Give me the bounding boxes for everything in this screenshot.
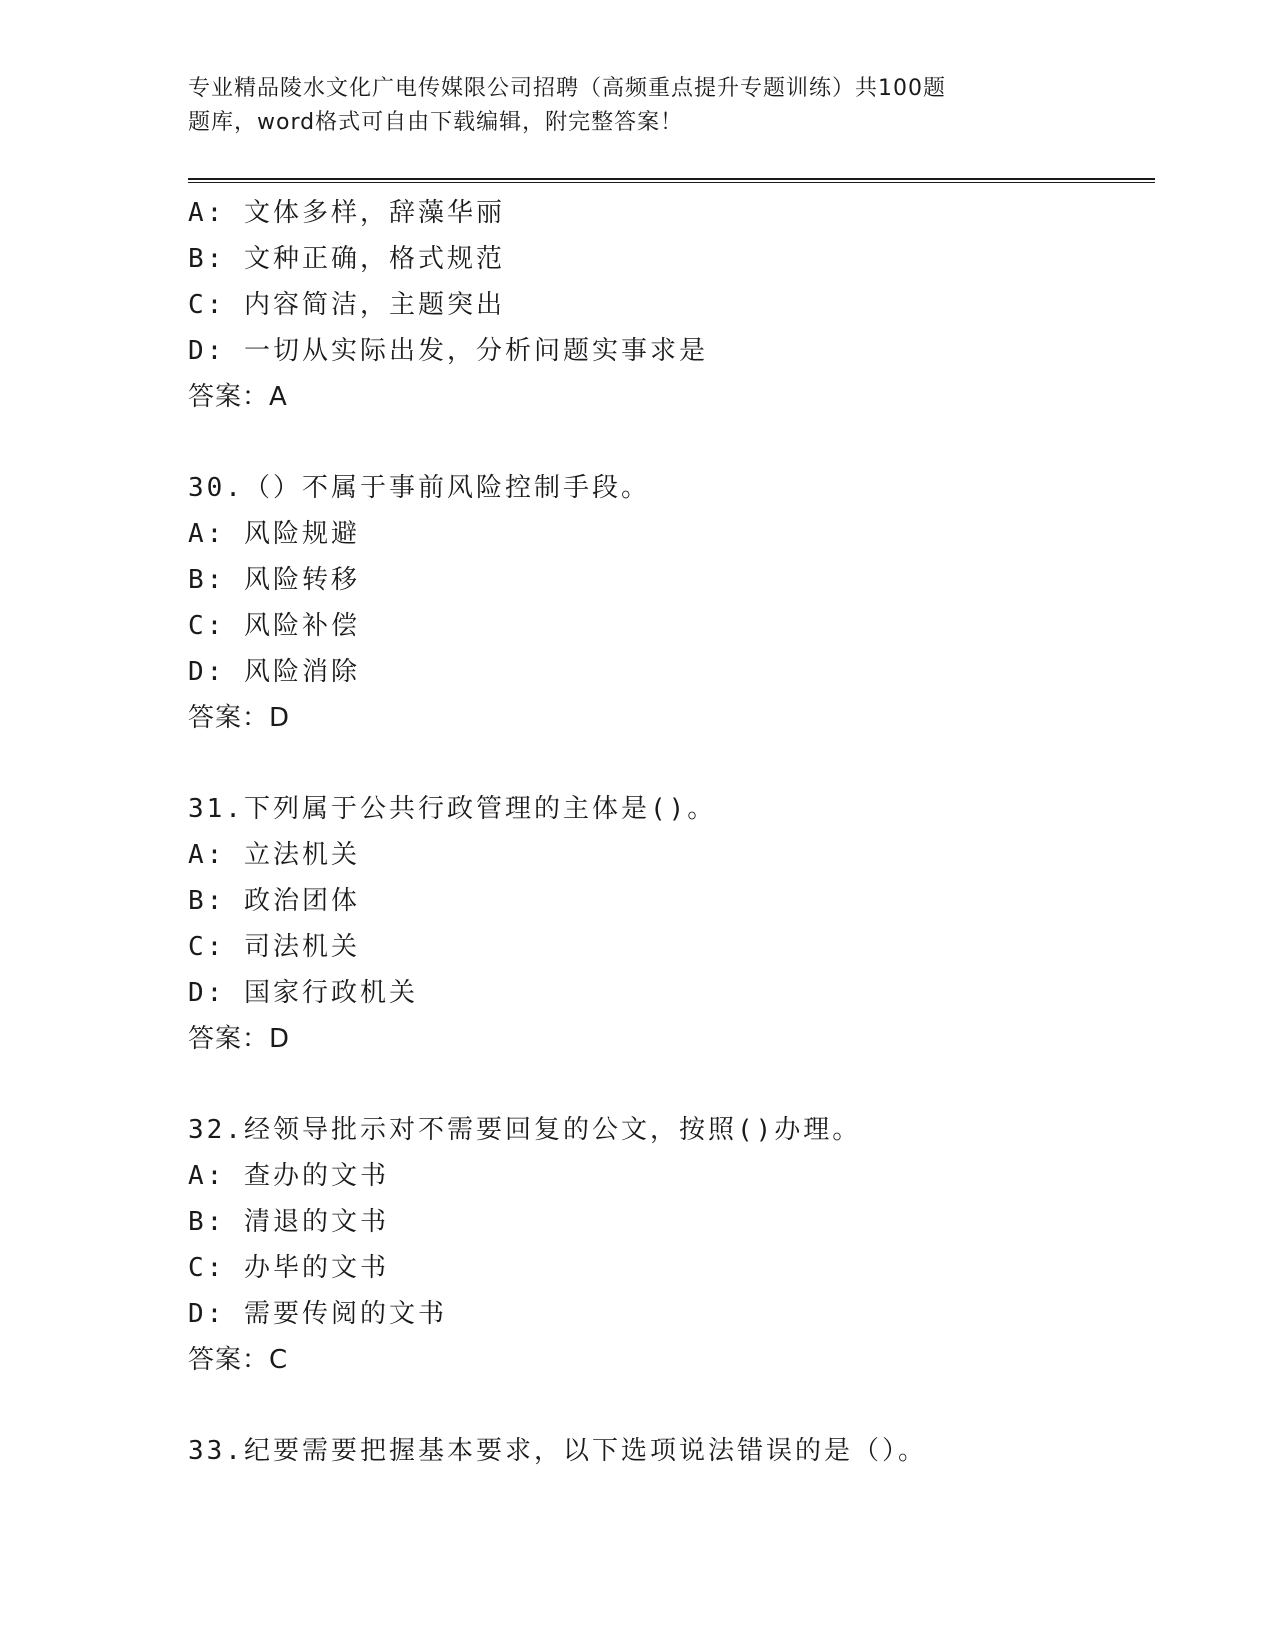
question-list	[188, 190, 1148, 1474]
option-c: C: 办毕的文书	[188, 1253, 389, 1283]
header-divider	[188, 178, 1155, 183]
option-a: A: 风险规避	[188, 519, 360, 549]
option-a: A: 文体多样，辞藻华丽	[188, 198, 505, 228]
option-d: D: 风险消除	[188, 657, 360, 687]
question-29	[188, 190, 1148, 420]
spacer	[188, 420, 1148, 465]
spacer	[188, 741, 1148, 786]
option-c: C: 司法机关	[188, 932, 360, 962]
option-d: D: 需要传阅的文书	[188, 1299, 447, 1329]
option-a: A: 立法机关	[188, 840, 360, 870]
question-text: 33.纪要需要把握基本要求，以下选项说法错误的是（）。	[188, 1436, 927, 1466]
option-b: B: 风险转移	[188, 565, 360, 595]
option-d: D: 一切从实际出发，分析问题实事求是	[188, 336, 708, 366]
option-b: B: 文种正确，格式规范	[188, 244, 505, 274]
question-31	[188, 786, 1148, 1062]
option-c: C: 风险补偿	[188, 611, 360, 641]
answer: 答案：C	[188, 1345, 289, 1375]
option-b: B: 清退的文书	[188, 1207, 389, 1237]
question-text: 32.经领导批示对不需要回复的公文，按照()办理。	[188, 1115, 862, 1145]
header-line-2: 题库，word格式可自由下载编辑，附完整答案！	[188, 110, 684, 135]
question-text: 30.（）不属于事前风险控制手段。	[188, 473, 650, 503]
document-header	[188, 72, 1048, 140]
answer: 答案：D	[188, 1024, 291, 1054]
question-text: 31.下列属于公共行政管理的主体是()。	[188, 794, 717, 824]
option-d: D: 国家行政机关	[188, 978, 418, 1008]
header-line-1: 专业精品陵水文化广电传媒限公司招聘（高频重点提升专题训练）共100题	[188, 76, 946, 101]
spacer	[188, 1383, 1148, 1428]
option-c: C: 内容简洁，主题突出	[188, 290, 505, 320]
option-a: A: 查办的文书	[188, 1161, 389, 1191]
question-33	[188, 1428, 1148, 1474]
spacer	[188, 1062, 1148, 1107]
answer: 答案：D	[188, 703, 291, 733]
question-32	[188, 1107, 1148, 1383]
question-30	[188, 465, 1148, 741]
answer: 答案：A	[188, 382, 288, 412]
option-b: B: 政治团体	[188, 886, 360, 916]
